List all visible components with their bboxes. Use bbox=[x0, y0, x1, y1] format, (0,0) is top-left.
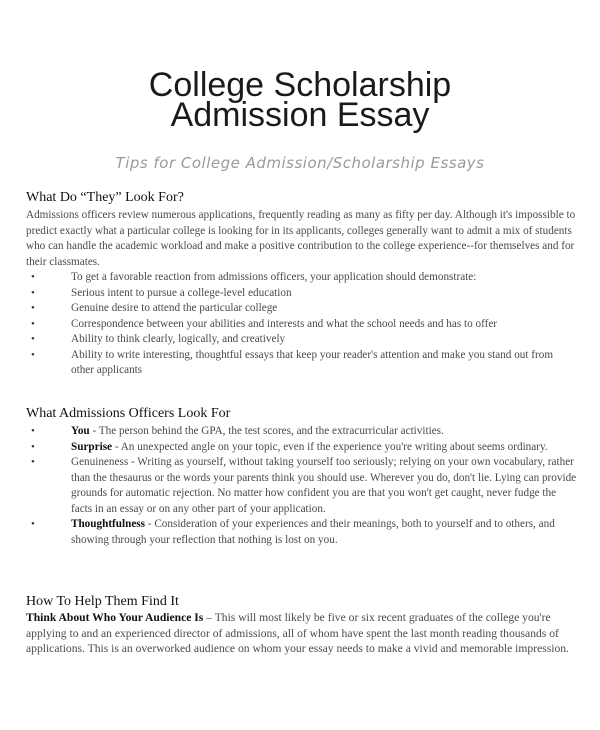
bullet-icon: • bbox=[31, 302, 35, 314]
bullet-icon: • bbox=[31, 271, 35, 283]
bullet-icon: • bbox=[31, 348, 35, 361]
list-item: • Ability to think clearly, logically, and creatively bbox=[26, 332, 578, 348]
section-intro-paragraph: Admissions officers review numerous applications, frequently reading as many as fifty per day. Although it's impossible to predict exactly what a particular college is looking for in its applicants, colleges generally want to admit a mix of students who can handle the academic workload and make a positive contribution to the college experience--for themselves and for their classmates. bbox=[26, 209, 576, 268]
bullet-icon: • bbox=[31, 317, 35, 330]
list-item: • Genuineness - Writing as yourself, without taking yourself too seriously; relying on your own vocabulary, rather than the thesaurus or the words your parents think you should use. Wherever you do, don't lie. Lying can provide grounds for automatic rejection. No matter how confident you are that you won't get caught, never fudge the facts in an essay or on any other part of your application. bbox=[31, 456, 577, 515]
bullet-icon: • bbox=[31, 333, 35, 345]
audience-paragraph: Think About Who Your Audience Is – This will most likely be five or six recent graduates of the college you're applying to and an experienced director of admissions, all of whom have spent the last month reading thousands of applications. This is an overworked audience on whom your essay needs to make a vivid and memorable impression. bbox=[26, 611, 569, 655]
list-item: • Correspondence between your abilities and interests and what the school needs and has to offer bbox=[26, 317, 578, 333]
section-heading-what-they-look-for: What Do “They” Look For? bbox=[26, 190, 184, 205]
document-subtitle: Tips for College Admission/Scholarship Essays bbox=[115, 154, 485, 172]
bullet-icon: • bbox=[31, 518, 35, 530]
section-heading-help-them-find-it: How To Help Them Find It bbox=[26, 594, 179, 609]
list-item: • Serious intent to pursue a college-level education bbox=[26, 286, 578, 302]
list-item: • You - The person behind the GPA, the test scores, and the extracurricular activities. bbox=[26, 424, 578, 440]
bullet-icon: • bbox=[31, 456, 35, 468]
criteria-list bbox=[26, 270, 578, 379]
list-item: • Surprise - An unexpected angle on your topic, even if the experience you're writing about seems ordinary. bbox=[26, 440, 578, 456]
qualities-list bbox=[26, 424, 578, 548]
list-item: • Thoughtfulness - Consideration of your experiences and their meanings, both to yourself and to others, and showing through your reflection that nothing is lost on you. bbox=[31, 518, 555, 546]
list-item: • To get a favorable reaction from admissions officers, your application should demonstrate: bbox=[26, 270, 578, 286]
list-item: • Ability to write interesting, thoughtful essays that keep your reader's attention and make you stand out from other applicants bbox=[31, 348, 554, 376]
bullet-icon: • bbox=[31, 286, 35, 299]
document-title-line-1: College Scholarship bbox=[148, 66, 452, 104]
document-title-line-2: Admission Essay bbox=[170, 96, 430, 134]
bullet-icon: • bbox=[31, 425, 35, 437]
list-item: • Genuine desire to attend the particular college bbox=[26, 301, 578, 317]
bullet-icon: • bbox=[31, 440, 35, 453]
section-heading-admissions-officers: What Admissions Officers Look For bbox=[26, 406, 231, 421]
